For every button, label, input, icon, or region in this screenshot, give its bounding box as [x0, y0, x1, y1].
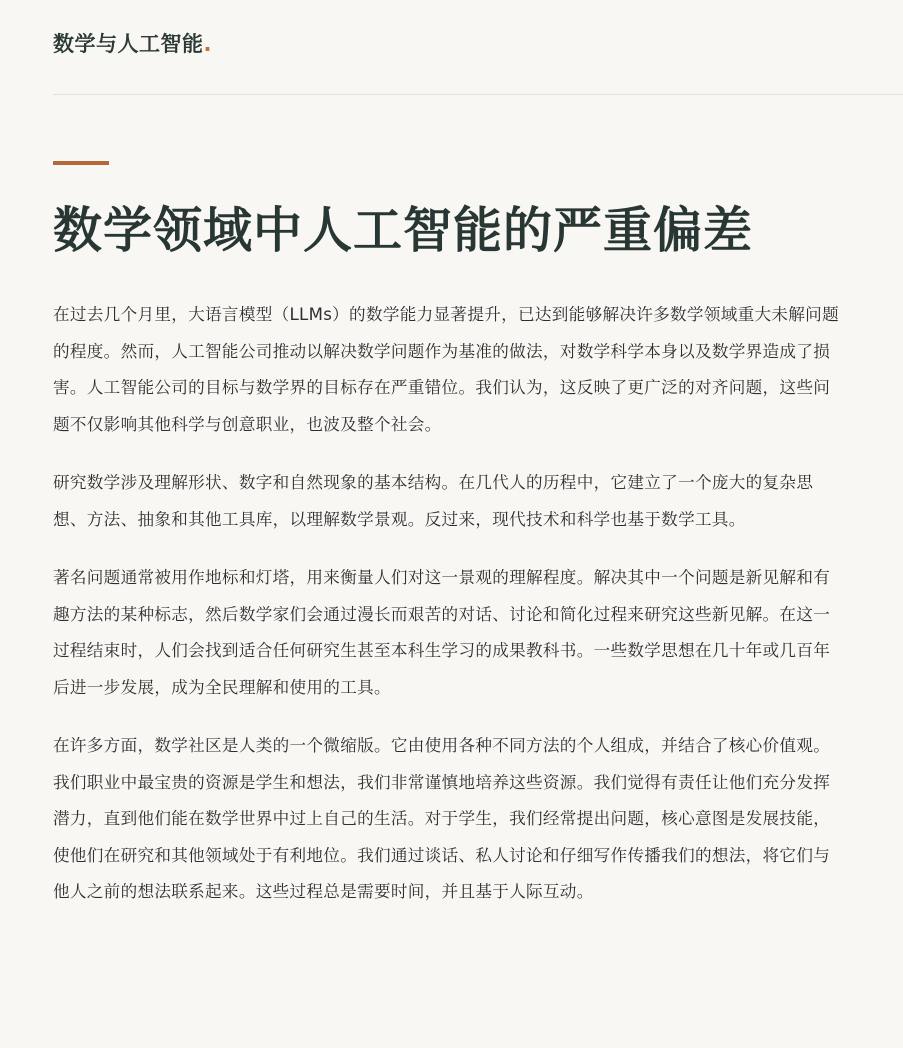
article-title: 数学领域中人工智能的严重偏差 — [53, 202, 754, 259]
site-title-text: 数学与人工智能 — [53, 32, 204, 56]
article-body — [53, 297, 843, 933]
article-paragraph-2: 研究数学涉及理解形状、数字和自然现象的基本结构。在几代人的历程中，它建立了一个庞大的复杂思想、方法、抽象和其他工具库，以理解数学景观。反过来，现代技术和科学也基于数学工具。 — [53, 473, 814, 529]
article-paragraph-1: 在过去几个月里，大语言模型（LLMs）的数学能力显著提升，已达到能够解决许多数学领域重大未解问题的程度。然而，人工智能公司推动以解决数学问题作为基准的做法，对数学科学本身以及数学界造成了损害。人工智能公司的目标与数学界的目标存在严重错位。我们认为，这反映了更广泛的对齐问题，这些问题不仅影响其他科学与创意职业，也波及整个社会。 — [53, 305, 839, 434]
site-header — [53, 0, 903, 95]
article-paragraph-3: 著名问题通常被用作地标和灯塔，用来衡量人们对这一景观的理解程度。解决其中一个问题是新见解和有趣方法的某种标志，然后数学家们会通过漫长而艰苦的对话、讨论和简化过程来研究这些新见解。在这一过程结束时，人们会找到适合任何研究生甚至本科生学习的成果教科书。一些数学思想在几十年或几百年后进一步发展，成为全民理解和使用的工具。 — [53, 568, 831, 697]
site-title-dot: . — [203, 32, 212, 56]
site-title-link[interactable] — [53, 28, 212, 58]
title-accent-bar — [53, 161, 109, 165]
article-paragraph-4: 在许多方面，数学社区是人类的一个微缩版。它由使用各种不同方法的个人组成，并结合了核心价值观。我们职业中最宝贵的资源是学生和想法，我们非常谨慎地培养这些资源。我们觉得有责任让他们充分发挥潜力，直到他们能在数学世界中过上自己的生活。对于学生，我们经常提出问题，核心意图是发展技能，使他们在研究和其他领域处于有利地位。我们通过谈话、私人讨论和仔细写作传播我们的想法，将它们与他人之前的想法联系起来。这些过程总是需要时间，并且基于人际互动。 — [53, 736, 831, 901]
